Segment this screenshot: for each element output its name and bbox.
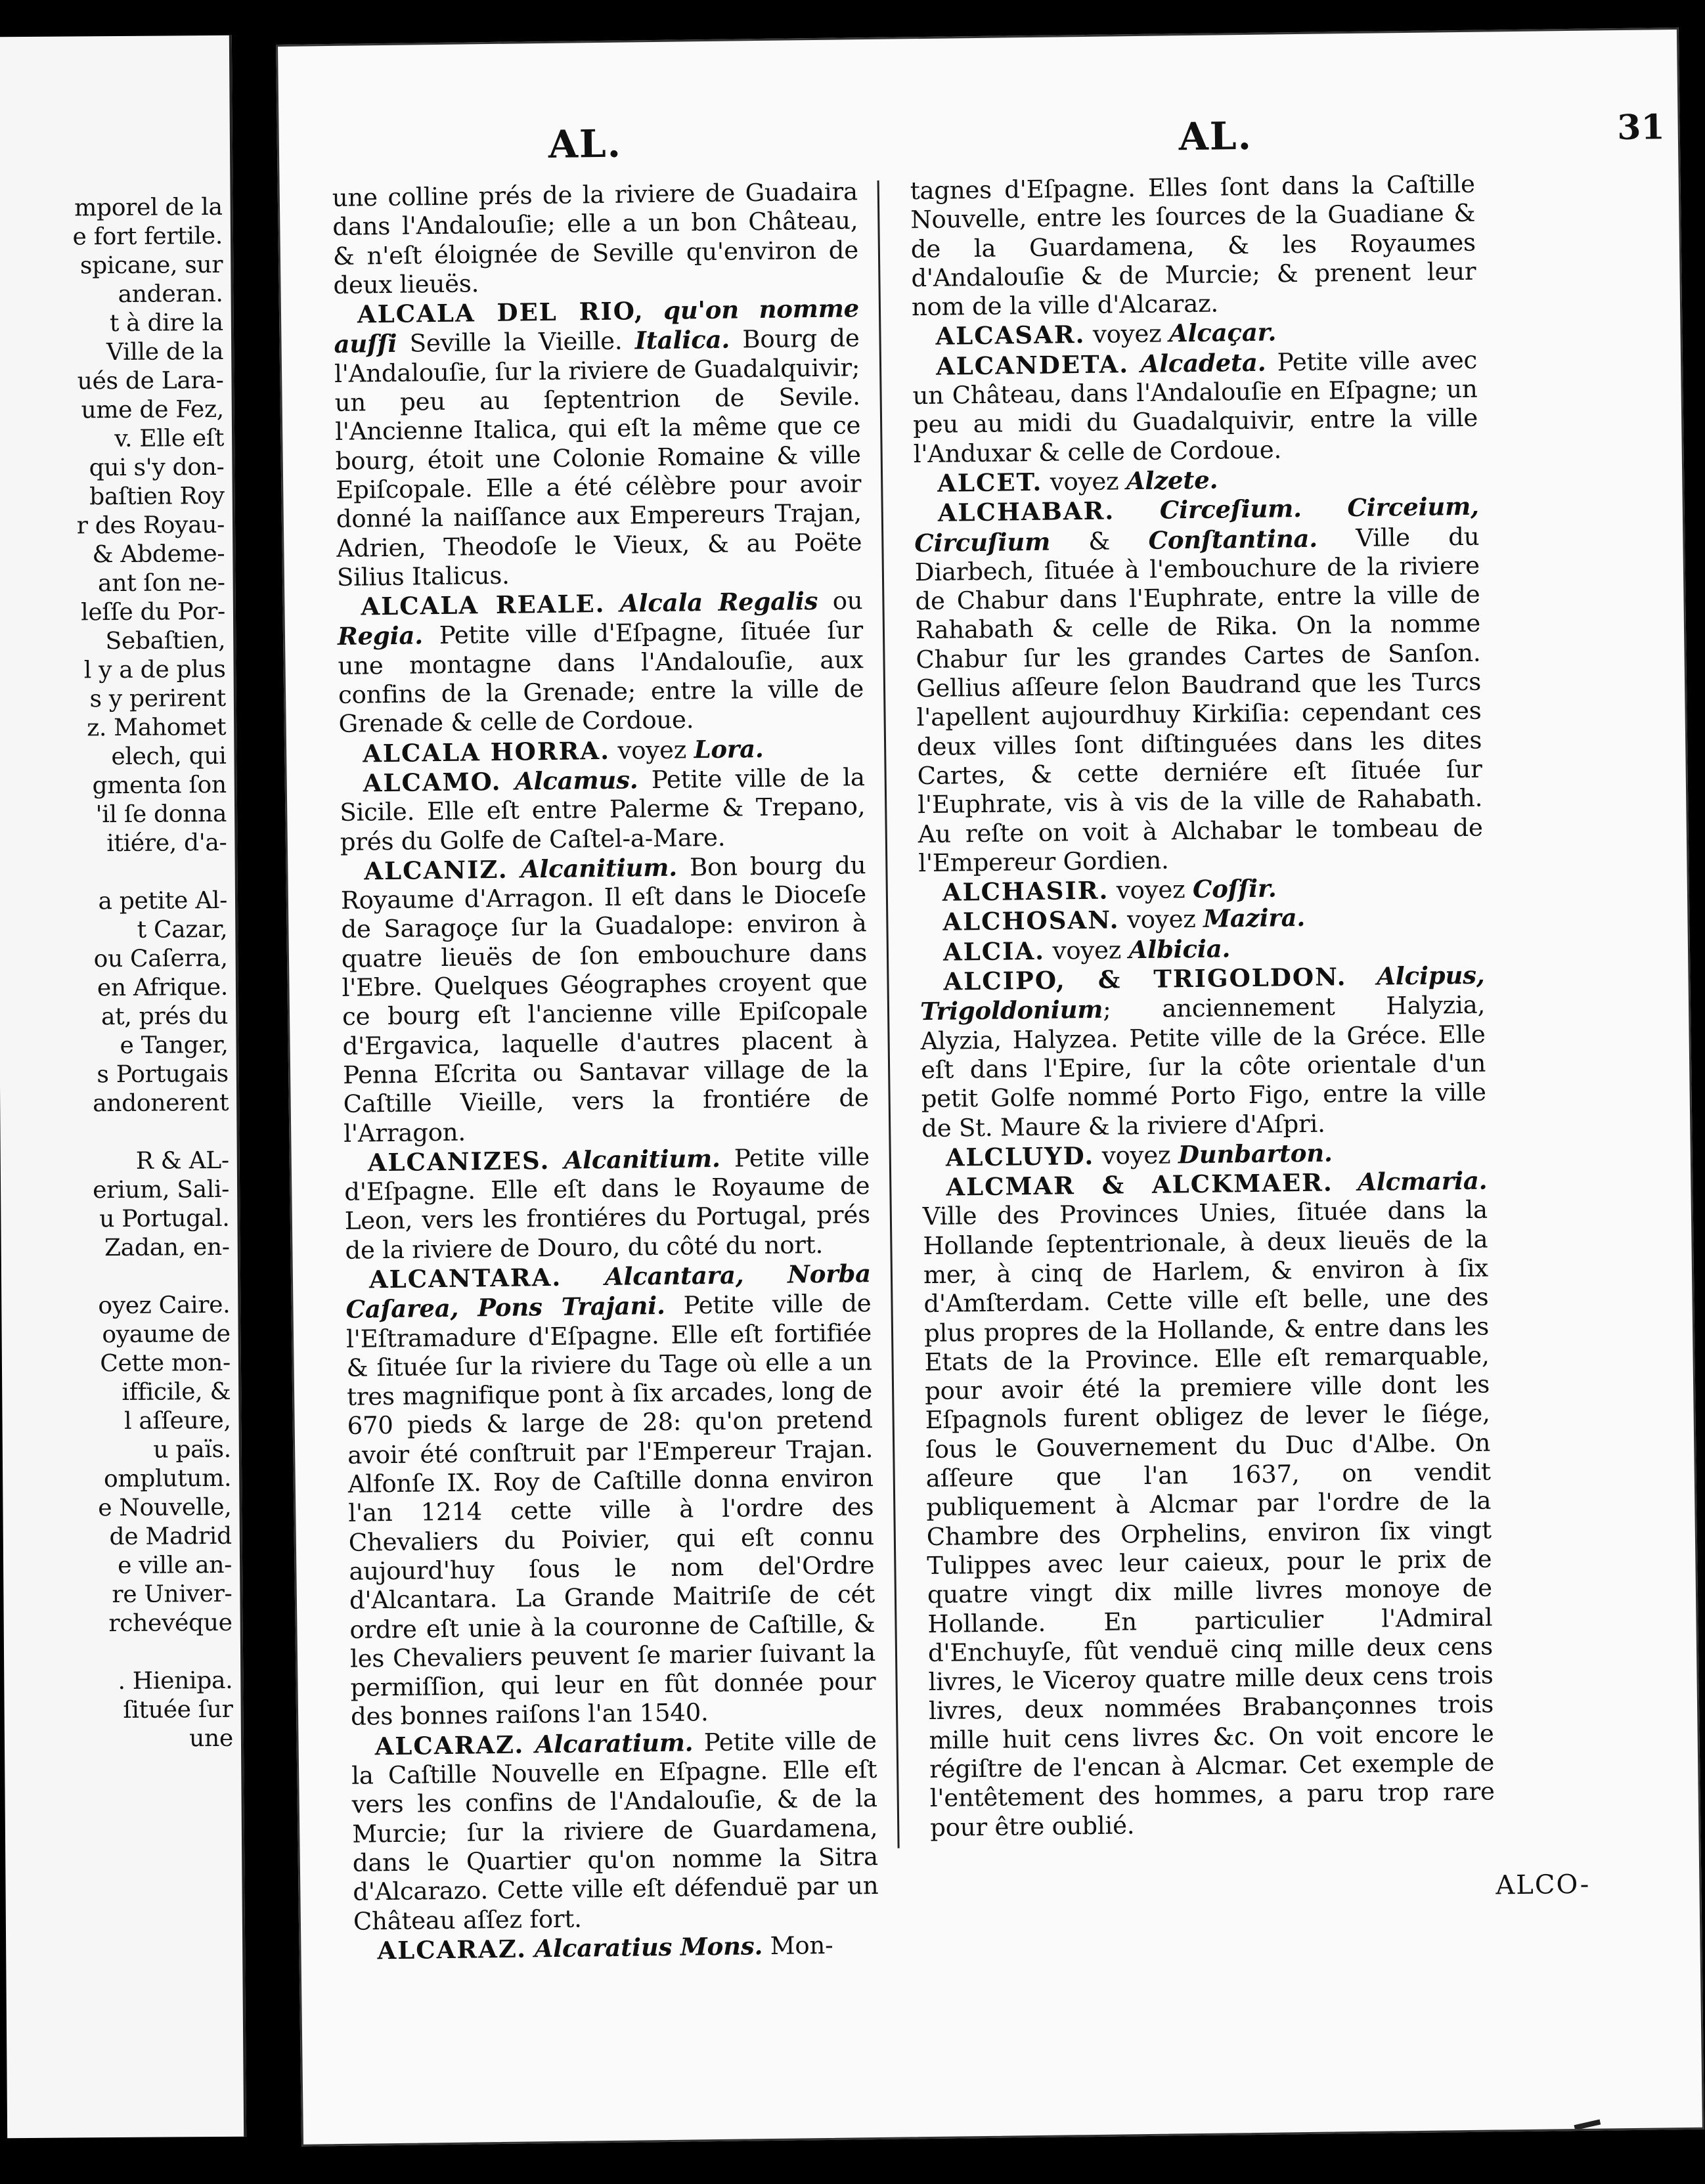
entry-text: Mon- (770, 1931, 833, 1960)
page-number: 31 (1616, 107, 1666, 148)
left-page-line: Cette mon- (100, 1349, 231, 1378)
entry-text: Petite ville de la Caſtille Nouvelle en Eſpagne. Elle eſt vers les confins de l'Andalouſie, & de la Murcie; ſur la riviere de Guardamena, dans le Quartier qu'on nomme la Sitra d'Alcarazo. Cette ville eſt défenduë par un Château aſſez fort. (351, 1726, 879, 1936)
left-page-line: e ville an- (118, 1551, 232, 1580)
headword: ALCHASIR. (942, 875, 1109, 907)
entry-text: voyez (1092, 320, 1162, 349)
headword: ALCET. (937, 467, 1043, 498)
left-page-line: gmenta ſon (92, 771, 227, 800)
left-page-line: a petite Al- (98, 886, 228, 915)
left-page-line: mporel de la (74, 193, 223, 222)
latin-name: Alcanitium. (520, 852, 678, 884)
left-page-line: rchevéque (108, 1609, 232, 1638)
headword: ALCIPO, & TRIGOLDON. (943, 962, 1347, 996)
headword: ALCARAZ. (374, 1730, 525, 1761)
headword: ALCIA. (942, 936, 1046, 967)
entry-alcmar (922, 1166, 1495, 1843)
left-page-line: R & AL- (135, 1147, 229, 1175)
entry-text: Ville du Diarbech, ſituée à l'embouchure de la riviere de Chabur dans l'Euphrate, entre la ville de Rahabath & celle de Rika. On la nomme Chabur ſur les grandes Cartes de Sanſon. Gellius aſſeure ſelon Baudrand que les Turcs l'apellent aujourdhuy Kirkiſia: cependant ces deux villes ſont diſtinguées dans les dites Cartes, & cette derniére eſt ſituée ſur l'Euphrate, vis à vis de la ville de Rahabath. Au reſte on voit à Alchabar le tombeau de l'Empereur Gordien. (914, 522, 1483, 877)
latin-name: Alcaratius Mons. (534, 1931, 763, 1963)
latin-name: Regia. (337, 621, 424, 651)
left-page-line: ſituée ſur (123, 1695, 233, 1724)
entry-alcipo (919, 961, 1486, 1143)
headword: ALCALA REALE. (361, 589, 606, 621)
entry-alcala-reale (337, 586, 864, 739)
left-page-line: u Portugal. (99, 1204, 230, 1233)
latin-name: Alcanitium. (564, 1143, 720, 1175)
left-page-line: oyez Caire. (98, 1291, 231, 1320)
running-head-left: AL. (548, 121, 623, 167)
left-page-line: s Portugais (97, 1060, 229, 1089)
latin-name: Circeſium. Circeium, Circuſium (914, 491, 1479, 557)
cross-reference: Mazira. (1203, 903, 1306, 934)
cross-reference: Lora. (694, 733, 764, 764)
cross-reference: Dunbarton. (1178, 1138, 1333, 1169)
entry-alcamo (339, 762, 866, 857)
headword: ALCMAR & ALCKMAER. (946, 1168, 1334, 1202)
latin-name: Conſtantina. (1148, 523, 1318, 555)
left-page-line: erium, Sali- (93, 1175, 230, 1204)
headword: ALCANTARA. (368, 1262, 562, 1294)
column-right (910, 170, 1495, 1843)
running-head-right: AL. (1178, 113, 1253, 160)
cross-reference: Albicia. (1128, 934, 1231, 964)
latin-name: Alcala Regalis (619, 586, 818, 618)
left-page-line: e Tanger, (120, 1031, 229, 1059)
entry-continuation: tagnes d'Eſpagne. Elles ſont dans la Caſtille Nouvelle, entre les ſources de la Guadiane & de la Guardamena, & les Royaumes d'Andalouſie & de Murcie; & prenent leur nom de la ville d'Alcaraz. (910, 169, 1476, 322)
entry-text: Petite ville avec un Château, dans l'Andalouſie en Eſpagne; un peu au midi du Guadalquivir, entre la ville l'Anduxar & celle de Cordoue. (912, 345, 1478, 468)
left-page-line: ués de Lara- (77, 366, 224, 395)
headword: ALCASAR. (935, 320, 1086, 351)
latin-name: qu'on nomme auſſi (334, 294, 860, 359)
entry-alchabar (914, 492, 1484, 878)
left-page-line: de Madrid (109, 1522, 232, 1551)
entry-text: voyez (1050, 467, 1119, 496)
entry-text: Petite ville d'Eſpagne. Elle eſt dans le Royaume de Leon, vers les frontiéres du Portugal, prés de la riviere de Douro, du côté du nort. (344, 1142, 871, 1265)
cross-reference: Coſſir. (1192, 873, 1277, 904)
entry-text: voyez (1101, 1141, 1171, 1170)
left-page-line: ume de Fez, (81, 395, 224, 424)
entry-alcala-del-rio (334, 294, 862, 592)
headword: ALCANIZ. (364, 854, 508, 886)
catchword: ALCO- (1495, 1869, 1591, 1901)
column-divider (877, 181, 900, 1848)
latin-name: Alcadeta. (1140, 347, 1266, 378)
entry-text: Petite ville d'Eſpagne, ſituée ſur une montagne dans l'Andalouſie, aux confins de la Grenade; entre la ville de Grenade & celle de Cordoue. (338, 616, 864, 739)
left-page-line: z. Mahomet (87, 713, 227, 742)
entry-text: voyez (1116, 875, 1185, 905)
latin-name: Alcaratium. (535, 1728, 694, 1759)
entry-text: voyez (1052, 936, 1122, 965)
left-page-line: at, prés du (100, 1002, 229, 1031)
headword: ALCHOSAN. (942, 905, 1120, 937)
left-page-line: en Afrique. (97, 973, 229, 1002)
entry-alcaniz (340, 850, 869, 1148)
left-page-fragment (0, 35, 246, 2138)
headword: ALCARAZ. (377, 1934, 527, 1965)
column-left (332, 177, 879, 1966)
left-page-line: l y a de plus (83, 655, 226, 684)
latin-name: Alcmaria. (1357, 1166, 1488, 1197)
left-page-line: spicane, sur (79, 251, 223, 280)
headword: ALCHABAR. (937, 496, 1115, 528)
entry-text: ou (832, 586, 863, 615)
entry-alcaraz (351, 1726, 879, 1936)
headword: ALCLUYD. (945, 1141, 1095, 1172)
headword: ALCAMO. (363, 766, 502, 798)
headword: ALCANDETA. (935, 349, 1130, 381)
entry-text: Petite ville de la Sicile. Elle eſt entre Palerme & Trepano, prés du Golfe de Caſtel-a-Mare. (340, 763, 866, 856)
left-page-line: t Cazar, (137, 915, 228, 944)
entry-text: Ville des Provinces Unies, ſituée dans la Hollande ſeptentrionale, à deux lieuës de la mer, à cinq de Harlem, & environ à ſix d'Amſterdam. Cette ville eſt belle, une des plus propres de la Hollande, & entre dans les Etats de la Province. Elle eſt remarquable, pour avoir été la premiere ville dont les Eſpagnols furent obligez de lever le ſiége, ſous le Gouvernement du Duc d'Albe. On aſſeure que l'an 1637, on vendit publiquement à Alcmar par l'ordre de la Chambre des Orphelins, environ ſix vingt Tulippes avec leur caieux, pour le prix de quatre vingt dix mille livres monoye de Hollande. En particulier l'Admiral d'Enchuyſe, fût venduë cinq mille deux cens livres, le Viceroy quatre mille deux cens trois livres, deux nommées Brabançonnes trois mille huit cens livres &c. On voit encore le régiſtre de l'encan à Alcmar. Cet exemple de l'entêtement des hommes, a paru trop rare pour être oublié. (922, 1195, 1495, 1842)
latin-name: Alcamus. (514, 765, 638, 796)
entry-text: Bourg de l'Andalouſie, ſur la riviere de Guadalquivir; un peu au ſeptentrion de Sevile. l'Ancienne Italica, qui eſt la même que ce bourg, étoit une Colonie Romaine & ville Epiſcopale. Elle a été célèbre pour avoir donné la naiſſance aux Empereurs Trajan, Adrien, Theodoſe le Vieux, & au Poëte Silius Italicus. (334, 324, 862, 592)
left-page-line: 'il ſe donna (95, 800, 227, 829)
left-page-line: omplutum. (103, 1464, 232, 1493)
entry-text: Bon bourg du Royaume d'Arragon. Il eſt dans le Dioceſe de Saragoçe ſur la Guadalope: environ à quatre lieuës de ſon embouchure dans l'Ebre. Quelques Géographes croyent que ce bourg eſt l'ancienne ville Epiſcopale d'Ergavica, laquelle d'autres placent à Penna Eſcrita ou Santavar village de la Caſtille Vieille, vers la frontiére de l'Arragon. (340, 850, 869, 1148)
left-page-line: v. Elle eſt (114, 424, 225, 453)
left-page-line: & Abdeme- (92, 540, 225, 569)
left-page-line: ifficile, & (122, 1378, 231, 1406)
left-page-line: Sebaſtien, (105, 626, 226, 655)
entry-alcandeta (912, 345, 1478, 469)
left-page-line: t à dire la (109, 309, 224, 338)
left-page-line: . Hienipa. (118, 1667, 233, 1695)
left-page-line: baſtien Roy (89, 482, 225, 511)
left-page-line: itiére, d'a- (106, 829, 227, 858)
left-page-line: ou Caſerra, (93, 944, 228, 973)
right-page (276, 28, 1704, 2147)
left-page-line: Ville de la (106, 338, 224, 366)
entry-text: voyez (1126, 905, 1196, 934)
left-page-line: andonerent (93, 1089, 229, 1118)
entry-continuation: une colline prés de la riviere de Guadaira dans l'Andalouſie; elle a un bon Château, & n'eſt éloignée de Seville qu'environ de deux lieuës. (332, 177, 859, 299)
entry-text: & (1088, 527, 1111, 556)
cross-reference: Alzete. (1126, 465, 1218, 496)
left-page-line: elech, qui (111, 742, 227, 771)
latin-name: Alcantara, Norba Caſarea, Pons Trajani. (345, 1259, 872, 1324)
ink-mark (1574, 2120, 1601, 2131)
headword: ALCALA HORRA. (362, 735, 611, 768)
cross-reference: Alcaçar. (1168, 317, 1277, 348)
left-page-line: leſſe du Por- (81, 598, 226, 626)
entry-text: voyez (617, 735, 687, 765)
left-page-line: e fort fertile. (72, 222, 223, 251)
left-page-line: oyaume de (102, 1320, 231, 1349)
left-page-line: r des Royau- (76, 511, 225, 540)
left-page-line: ant ſon ne- (97, 569, 225, 598)
entry-alcantara (345, 1259, 877, 1732)
left-page-line: anderan. (118, 280, 223, 308)
left-page-line: l aſſeure, (123, 1407, 231, 1435)
left-page-line: e Nouvelle, (98, 1493, 232, 1522)
entry-alcanizes (344, 1142, 871, 1265)
left-page-line: u païs. (153, 1435, 232, 1464)
left-page-line: qui s'y don- (89, 453, 225, 482)
headword: ALCALA DEL RIO, (357, 296, 644, 329)
left-page-line: s y perirent (89, 684, 227, 713)
headword: ALCANIZES. (367, 1145, 550, 1177)
entry-text: Petite ville de l'Eſtramadure d'Eſpagne. Elle eſt fortifiée & ſituée ſur la riviere du Tage où elle a un tres magnifique pont à ſix arcades, long de 670 pieds & large de 28: qu'on pretend avoir été conſtruit par l'Empereur Trajan. Alfonſe IX. Roy de Caſtille donna environ l'an 1214 cette ville à l'ordre des Chevaliers du Poivier, qui eſt connu aujourd'huy ſous le nom del'Ordre d'Alcantara. La Grande Maitriſe de cét ordre eſt unie à la couronne de Caſtille, & les Chevaliers peuvent ſe marier ſuivant la permiſſion, qui leur en fût donnée pour des bonnes raiſons l'an 1540. (345, 1289, 876, 1732)
entry-alcaraz-mons (353, 1930, 879, 1966)
entry-text: Seville la Vieille. (409, 327, 623, 359)
left-page-line: une (189, 1724, 234, 1753)
latin-name: Italica. (634, 325, 730, 355)
left-page-line: Zadan, en- (104, 1233, 230, 1262)
latin-name: Alcipus, Trigoldonium (919, 960, 1485, 1026)
entry-text: ; anciennement Halyzia, Alyzia, Halyzea. Petite ville de la Gréce. Elle eſt dans l'Epire, ſur la côte orientale d'un petit Golfe nommé Porto Figo, entre la ville de St. Maure & la riviere d'Aſpri. (920, 990, 1486, 1143)
left-page-line: re Univer- (112, 1580, 232, 1609)
